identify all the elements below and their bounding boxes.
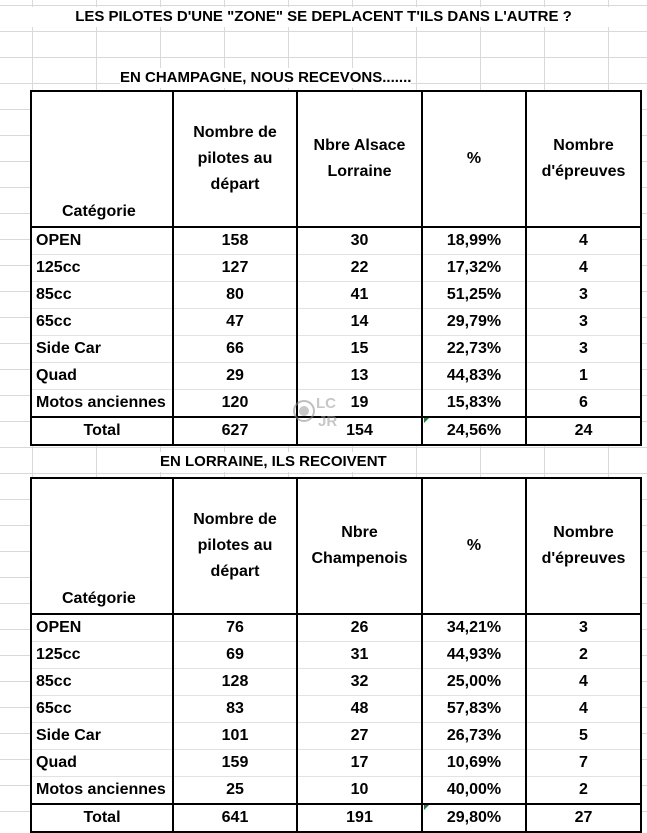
cell-category: 125cc bbox=[31, 255, 173, 282]
cell-events: 4 bbox=[526, 696, 641, 723]
cell-category: OPEN bbox=[31, 227, 173, 255]
cell-percent: 51,25% bbox=[422, 282, 526, 309]
cell-category: Quad bbox=[31, 363, 173, 390]
cell-total-label: Total bbox=[31, 804, 173, 832]
cell-other: 19 bbox=[297, 390, 422, 418]
cell-start: 25 bbox=[173, 777, 297, 805]
table-row bbox=[31, 309, 641, 336]
header-start: Nombre de pilotes au départ bbox=[173, 91, 297, 227]
cell-percent: 26,73% bbox=[422, 723, 526, 750]
cell-percent: 34,21% bbox=[422, 614, 526, 642]
cell-percent: 25,00% bbox=[422, 669, 526, 696]
cell-category: Side Car bbox=[31, 336, 173, 363]
table-row bbox=[31, 642, 641, 669]
cell-start: 29 bbox=[173, 363, 297, 390]
cell-total-events: 27 bbox=[526, 804, 641, 832]
header-category: Catégorie bbox=[31, 91, 173, 227]
table-row bbox=[31, 777, 641, 805]
cell-events: 4 bbox=[526, 255, 641, 282]
section-title-lorraine: EN LORRAINE, ILS RECOIVENT bbox=[160, 453, 387, 470]
cell-start: 128 bbox=[173, 669, 297, 696]
cell-percent: 44,83% bbox=[422, 363, 526, 390]
header-category: Catégorie bbox=[31, 478, 173, 614]
cell-total-events: 24 bbox=[526, 417, 641, 445]
cell-percent: 29,79% bbox=[422, 309, 526, 336]
header-start: Nombre de pilotes au départ bbox=[173, 478, 297, 614]
cell-category: 85cc bbox=[31, 669, 173, 696]
table-row bbox=[31, 282, 641, 309]
page-title: LES PILOTES D'UNE "ZONE" SE DEPLACENT T'ILS DANS L'AUTRE ? bbox=[0, 7, 647, 27]
table-row bbox=[31, 696, 641, 723]
cell-start: 47 bbox=[173, 309, 297, 336]
cell-percent: 10,69% bbox=[422, 750, 526, 777]
cell-other: 48 bbox=[297, 696, 422, 723]
cell-other: 17 bbox=[297, 750, 422, 777]
cell-events: 1 bbox=[526, 363, 641, 390]
cell-percent: 15,83% bbox=[422, 390, 526, 418]
cell-category: 125cc bbox=[31, 642, 173, 669]
cell-category: 65cc bbox=[31, 696, 173, 723]
cell-start: 127 bbox=[173, 255, 297, 282]
watermark-logo-icon bbox=[292, 388, 348, 434]
section-title-champagne: EN CHAMPAGNE, NOUS RECEVONS....... bbox=[120, 69, 412, 86]
cell-category: 65cc bbox=[31, 309, 173, 336]
cell-percent: 44,93% bbox=[422, 642, 526, 669]
cell-events: 3 bbox=[526, 309, 641, 336]
header-other: Nbre Champenois bbox=[297, 478, 422, 614]
table-total-row bbox=[31, 804, 641, 832]
cell-total-other: 154 bbox=[297, 417, 422, 445]
cell-percent: 17,32% bbox=[422, 255, 526, 282]
cell-events: 7 bbox=[526, 750, 641, 777]
cell-total-start: 627 bbox=[173, 417, 297, 445]
cell-other: 32 bbox=[297, 669, 422, 696]
cell-marker-icon bbox=[424, 418, 429, 423]
cell-start: 66 bbox=[173, 336, 297, 363]
cell-percent: 22,73% bbox=[422, 336, 526, 363]
header-events: Nombre d'épreuves bbox=[526, 478, 641, 614]
cell-start: 76 bbox=[173, 614, 297, 642]
table-row bbox=[31, 723, 641, 750]
cell-other: 15 bbox=[297, 336, 422, 363]
cell-events: 3 bbox=[526, 336, 641, 363]
cell-category: Side Car bbox=[31, 723, 173, 750]
watermark-logo bbox=[292, 388, 348, 434]
header-events: Nombre d'épreuves bbox=[526, 91, 641, 227]
cell-other: 13 bbox=[297, 363, 422, 390]
table-row bbox=[31, 363, 641, 390]
table-row bbox=[31, 336, 641, 363]
table-row bbox=[31, 227, 641, 255]
cell-other: 31 bbox=[297, 642, 422, 669]
cell-other: 30 bbox=[297, 227, 422, 255]
cell-other: 27 bbox=[297, 723, 422, 750]
cell-events: 5 bbox=[526, 723, 641, 750]
cell-total-percent: 29,80% bbox=[422, 804, 526, 832]
table-header-row bbox=[31, 478, 641, 614]
cell-events: 4 bbox=[526, 669, 641, 696]
cell-other: 14 bbox=[297, 309, 422, 336]
svg-text:LC: LC bbox=[316, 395, 336, 412]
cell-category: Quad bbox=[31, 750, 173, 777]
table-row bbox=[31, 750, 641, 777]
header-percent: % bbox=[422, 478, 526, 614]
cell-category: OPEN bbox=[31, 614, 173, 642]
cell-start: 69 bbox=[173, 642, 297, 669]
cell-total-start: 641 bbox=[173, 804, 297, 832]
cell-category: Motos anciennes bbox=[31, 777, 173, 805]
header-percent: % bbox=[422, 91, 526, 227]
table-header-row bbox=[31, 91, 641, 227]
cell-total-other: 191 bbox=[297, 804, 422, 832]
svg-text:JR: JR bbox=[318, 413, 338, 430]
cell-total-label: Total bbox=[31, 417, 173, 445]
cell-start: 83 bbox=[173, 696, 297, 723]
cell-percent: 57,83% bbox=[422, 696, 526, 723]
cell-start: 158 bbox=[173, 227, 297, 255]
cell-start: 101 bbox=[173, 723, 297, 750]
cell-events: 3 bbox=[526, 614, 641, 642]
cell-other: 22 bbox=[297, 255, 422, 282]
cell-other: 26 bbox=[297, 614, 422, 642]
cell-start: 120 bbox=[173, 390, 297, 418]
table-lorraine bbox=[30, 477, 642, 833]
cell-events: 4 bbox=[526, 227, 641, 255]
table-row bbox=[31, 614, 641, 642]
cell-events: 3 bbox=[526, 282, 641, 309]
cell-category: 85cc bbox=[31, 282, 173, 309]
cell-other: 10 bbox=[297, 777, 422, 805]
cell-events: 2 bbox=[526, 642, 641, 669]
cell-category: Motos anciennes bbox=[31, 390, 173, 418]
cell-percent: 18,99% bbox=[422, 227, 526, 255]
cell-start: 159 bbox=[173, 750, 297, 777]
cell-percent: 40,00% bbox=[422, 777, 526, 805]
header-other: Nbre Alsace Lorraine bbox=[297, 91, 422, 227]
cell-total-percent: 24,56% bbox=[422, 417, 526, 445]
table-row bbox=[31, 255, 641, 282]
cell-start: 80 bbox=[173, 282, 297, 309]
table-row bbox=[31, 669, 641, 696]
cell-marker-icon bbox=[424, 805, 429, 810]
cell-events: 2 bbox=[526, 777, 641, 805]
cell-other: 41 bbox=[297, 282, 422, 309]
cell-events: 6 bbox=[526, 390, 641, 418]
